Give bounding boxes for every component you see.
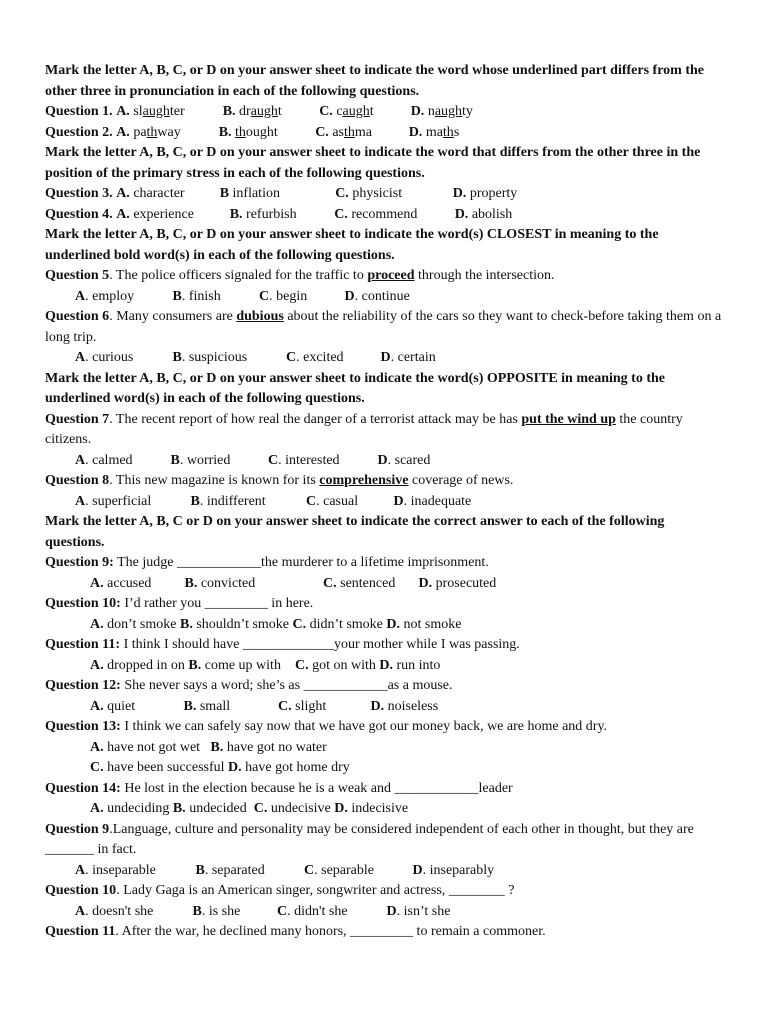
question-8: Question 8. This new magazine is known for its comprehensive coverage of news. — [45, 473, 514, 488]
key-word: put the wind up — [521, 411, 616, 427]
question-6: Question 6. Many consumers are dubious about the reliability of the cars so they want to check-before taking them on a long trip. — [45, 309, 722, 345]
question-13: Question 13: I think we can safely say now that we have got our money back, we are home and dry. — [45, 719, 608, 734]
question-12-options: A. quiet B. small C. slight D. noiseless — [90, 698, 439, 714]
question-9-second: Question 9.Language, culture and personality may be considered independent of each other in thought, but they are _______ in fact. — [45, 821, 694, 857]
question-11: Question 11: I think I should have _____________your mother while I was passing. — [45, 637, 520, 652]
question-11-options: A. dropped in on B. come up with C. got on with D. run into — [90, 657, 441, 673]
question-10-second-options: A. doesn't she B. is she C. didn't she D. isn’t she — [75, 903, 451, 919]
question-6-options: A. curious B. suspicious C. excited D. certain — [75, 350, 436, 365]
section-5-instruction: Mark the letter A, B, C or D on your answer sheet to indicate the correct answer to each of the following questions. — [45, 514, 665, 550]
question-10: Question 10: I’d rather you _________ in here. — [45, 596, 314, 611]
question-9-options: A. accused B. convicted C. sentenced D. prosecuted — [90, 575, 497, 591]
question-3: Question 3. A. character B inflation C. physicist D. property — [45, 186, 518, 201]
question-1: Question 1. A. slaughter B. draught C. caught D. naughty — [45, 104, 473, 119]
question-4: Question 4. A. experience B. refurbish C. recommend D. abolish — [45, 206, 513, 222]
question-2: Question 2. A. pathway B. thought C. asthma D. maths — [45, 124, 460, 140]
question-9: Question 9: The judge ____________the murderer to a lifetime imprisonment. — [45, 555, 489, 570]
question-14-options: A. undeciding B. undecided C. undecisive D. indecisive — [90, 801, 409, 816]
question-10-second: Question 10. Lady Gaga is an American singer, songwriter and actress, ________ ? — [45, 883, 515, 898]
question-10-options: A. don’t smoke B. shouldn’t smoke C. didn’t smoke D. not smoke — [90, 616, 462, 632]
key-word: dubious — [236, 309, 284, 324]
question-9-second-options: A. inseparable B. separated C. separable D. inseparably — [75, 862, 495, 878]
key-word: proceed — [367, 268, 415, 283]
key-word: comprehensive — [319, 473, 409, 488]
section-1-instruction: Mark the letter A, B, C, or D on your answer sheet to indicate the word whose underlined part differs from the other three in pronunciation in each of the following questions. — [45, 63, 704, 99]
question-7: Question 7. The recent report of how real the danger of a terrorist attack may be has put the wind up the country citizens. — [45, 411, 683, 447]
question-11-second: Question 11. After the war, he declined many honors, _________ to remain a commoner. — [45, 924, 546, 939]
question-5-options: A. employ B. finish C. begin D. continue — [75, 288, 410, 304]
question-13-options-cd: C. have been successful D. have got home dry — [90, 760, 350, 775]
section-2-instruction: Mark the letter A, B, C, or D on your answer sheet to indicate the word that differs from the other three in the position of the primary stress in each of the following questions. — [45, 145, 701, 181]
question-13-options-ab: A. have not got wet B. have got no water — [90, 739, 327, 755]
question-8-options: A. superficial B. indifferent C. casual D. inadequate — [75, 493, 472, 509]
section-3-instruction: Mark the letter A, B, C, or D on your answer sheet to indicate the word(s) CLOSEST in meaning to the underlined bold word(s) in each of the following questions. — [45, 227, 659, 263]
question-5: Question 5. The police officers signaled for the traffic to proceed through the intersection. — [45, 268, 555, 283]
section-4-instruction: Mark the letter A, B, C, or D on your answer sheet to indicate the word(s) OPPOSITE in meaning to the underlined word(s) in each of the following questions. — [45, 370, 665, 406]
question-14: Question 14: He lost in the election because he is a weak and ____________leader — [45, 780, 513, 796]
question-12: Question 12: She never says a word; she’s as ____________as a mouse. — [45, 678, 453, 693]
question-7-options: A. calmed B. worried C. interested D. scared — [75, 452, 431, 468]
worksheet — [45, 61, 725, 943]
